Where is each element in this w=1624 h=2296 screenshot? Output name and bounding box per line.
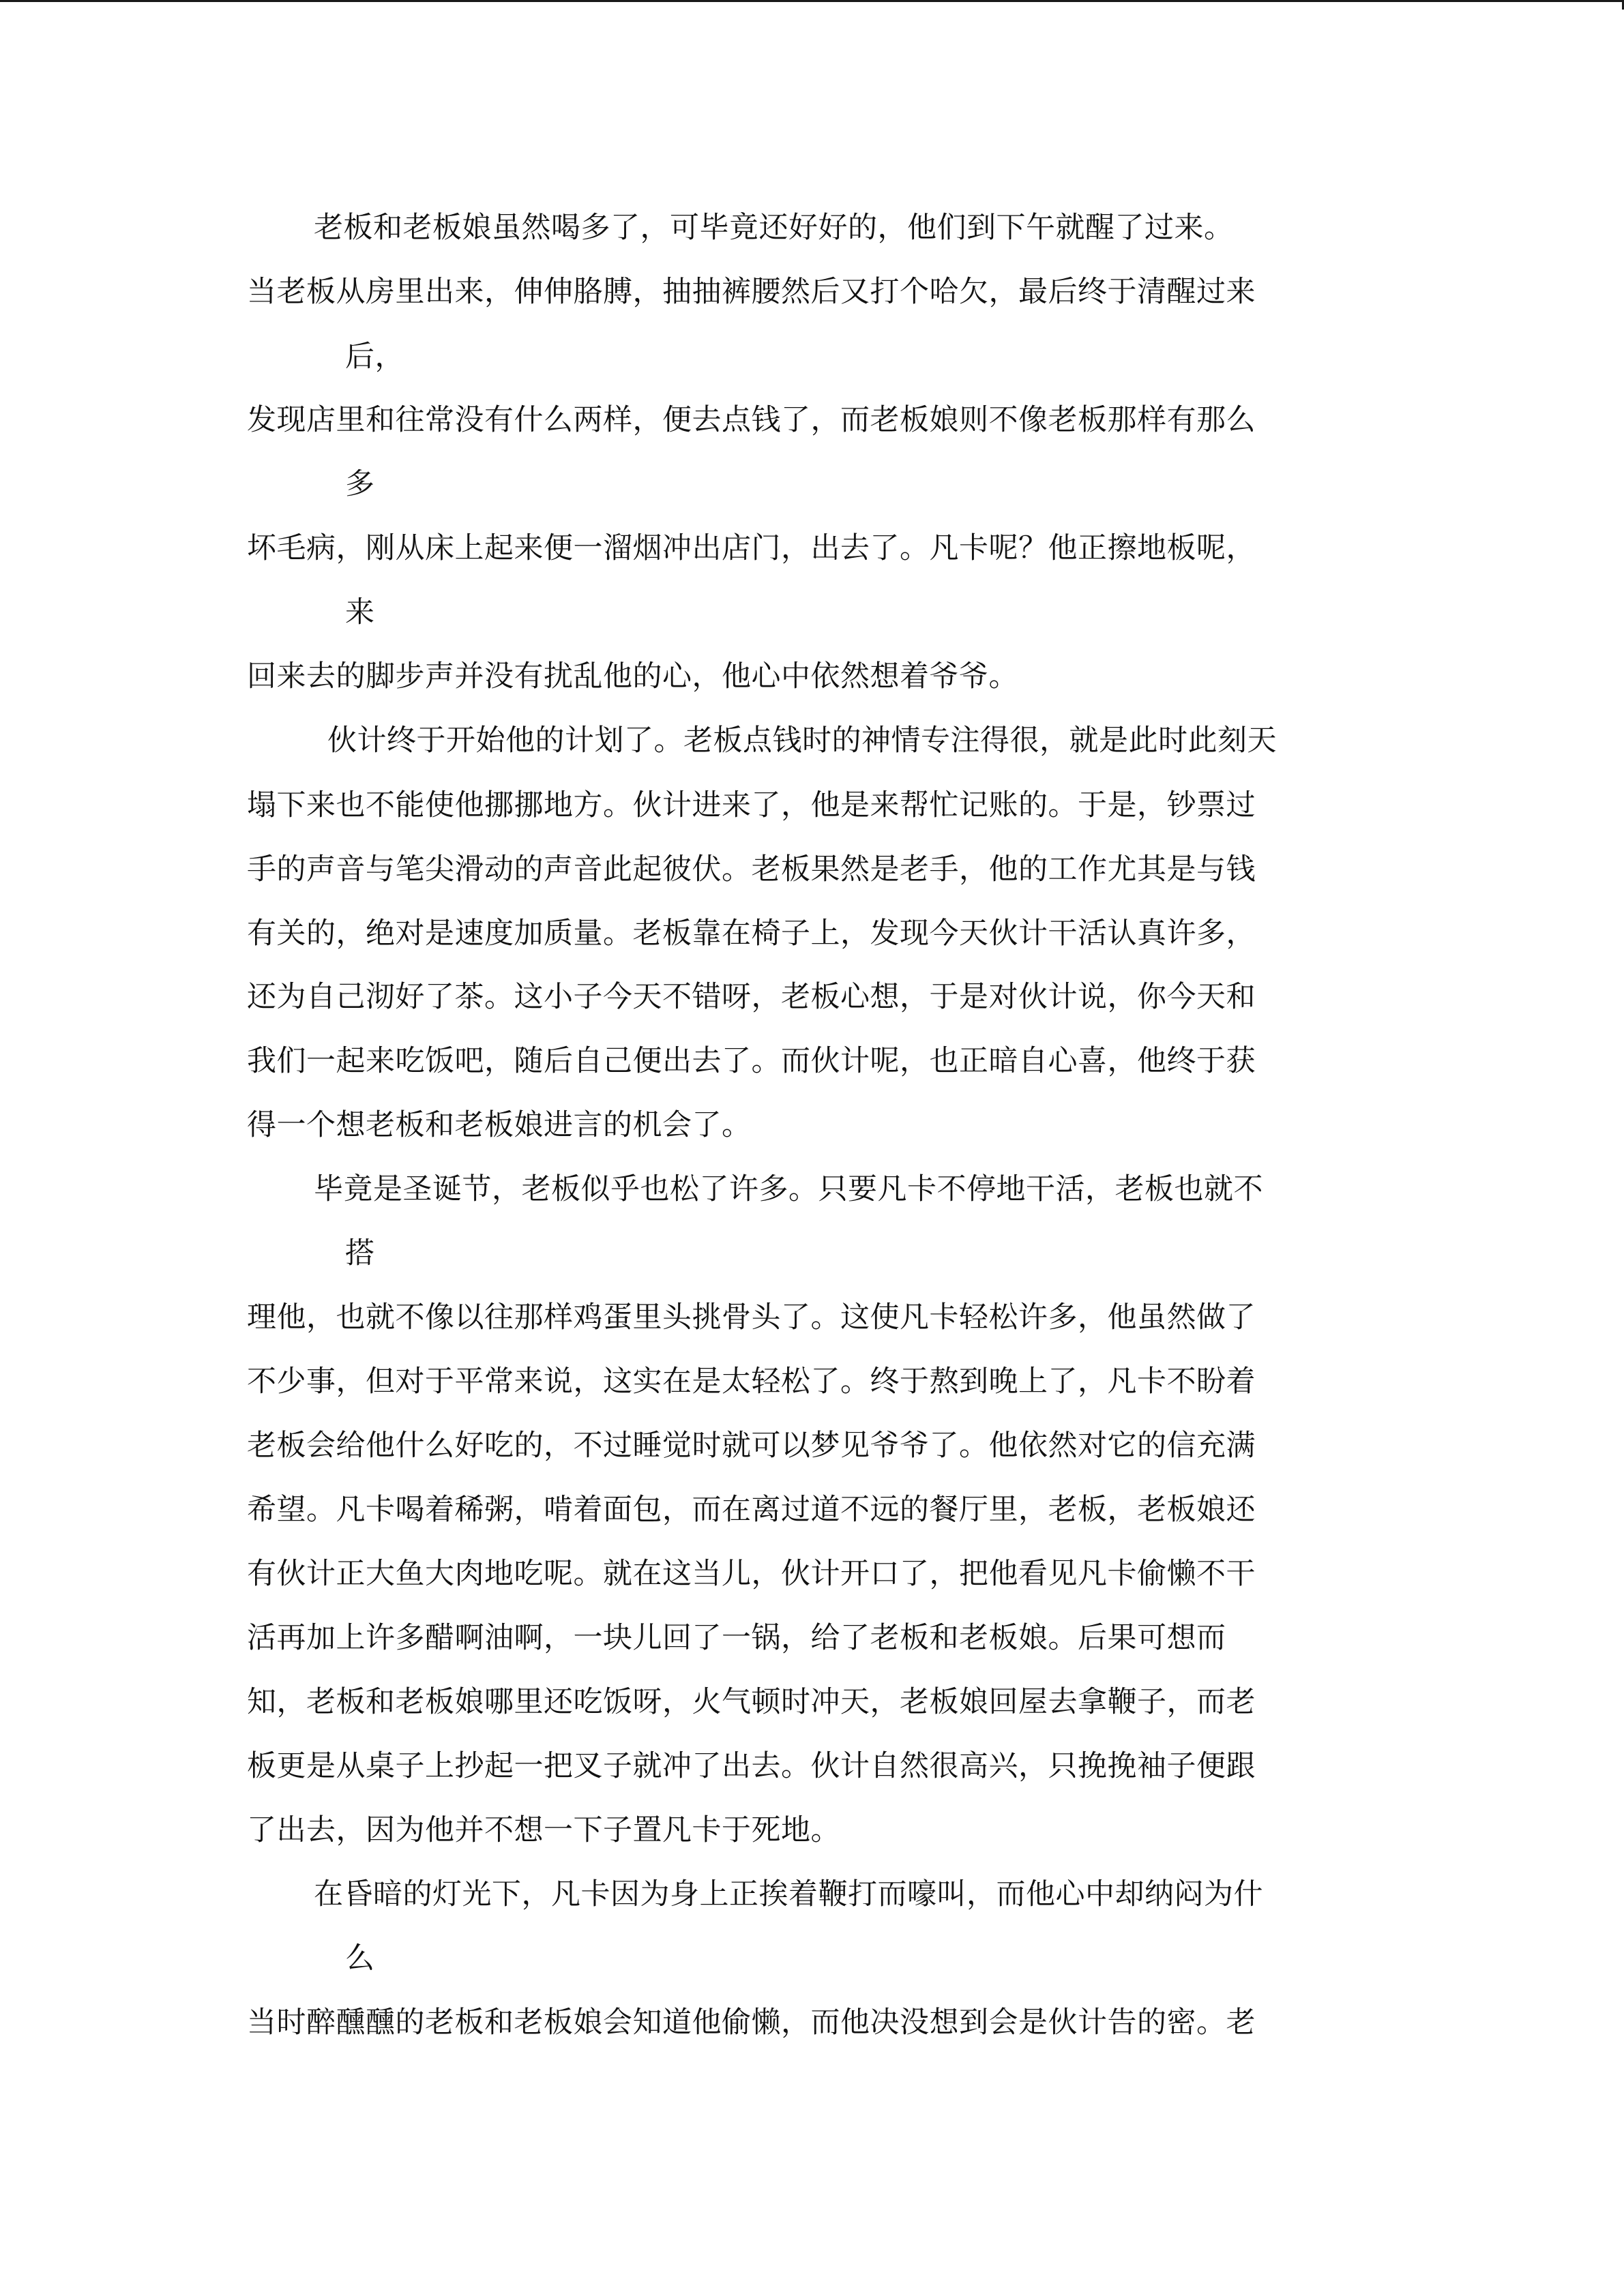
text-line: 在昏暗的灯光下，凡卡因为身上正挨着鞭打而嚎叫，而他心中却纳闷为什: [314, 1877, 1263, 1911]
text-line: 发现店里和往常没有什么两样，便去点钱了，而老板娘则不像老板那样有那么: [247, 403, 1256, 437]
text-line: 板更是从桌子上抄起一把叉子就冲了出去。伙计自然很高兴，只挽挽袖子便跟: [247, 1749, 1256, 1783]
text-line: 后，: [345, 340, 404, 374]
text-line: 回来去的脚步声并没有扰乱他的心，他心中依然想着爷爷。: [247, 659, 1018, 694]
text-line: 多: [345, 467, 375, 501]
text-line: 理他，也就不像以往那样鸡蛋里头挑骨头了。这使凡卡轻松许多，他虽然做了: [247, 1300, 1256, 1335]
text-line: 活再加上许多醋啊油啊，一块儿回了一锅，给了老板和老板娘。后果可想而: [247, 1621, 1226, 1655]
text-line: 么: [345, 1941, 375, 1976]
text-line: 得一个想老板和老板娘进言的机会了。: [247, 1108, 752, 1142]
text-line: 不少事，但对于平常来说，这实在是太轻松了。终于熬到晚上了，凡卡不盼着: [247, 1365, 1256, 1399]
text-line: 希望。凡卡喝着稀粥，啃着面包，而在离过道不远的餐厅里，老板，老板娘还: [247, 1493, 1256, 1527]
text-line: 我们一起来吃饭吧，随后自己便出去了。而伙计呢，也正暗自心喜，他终于获: [247, 1044, 1256, 1078]
text-line: 手的声音与笔尖滑动的声音此起彼伏。老板果然是老手，他的工作尤其是与钱: [247, 852, 1256, 886]
text-line: 知，老板和老板娘哪里还吃饭呀，火气顿时冲天，老板娘回屋去拿鞭子，而老: [247, 1685, 1256, 1719]
text-line: 伙计终于开始他的计划了。老板点钱时的神情专注得很，就是此时此刻天: [327, 724, 1277, 758]
text-line: 搭: [345, 1236, 375, 1270]
text-line: 老板会给他什么好吃的，不过睡觉时就可以梦见爷爷了。他依然对它的信充满: [247, 1429, 1256, 1463]
text-line: 毕竟是圣诞节，老板似乎也松了许多。只要凡卡不停地干活，老板也就不: [314, 1172, 1263, 1206]
text-line: 当老板从房里出来，伸伸胳膊，抽抽裤腰然后又打个哈欠，最后终于清醒过来: [247, 275, 1256, 309]
text-line: 还为自己沏好了茶。这小子今天不错呀，老板心想，于是对伙计说，你今天和: [247, 980, 1256, 1014]
text-line: 坏毛病，刚从床上起来便一溜烟冲出店门，出去了。凡卡呢？他正擦地板呢，: [247, 531, 1256, 565]
text-line: 老板和老板娘虽然喝多了，可毕竟还好好的，他们到下午就醒了过来。: [314, 211, 1234, 245]
text-line: 有关的，绝对是速度加质量。老板靠在椅子上，发现今天伙计干活认真许多，: [247, 916, 1256, 951]
text-line: 塌下来也不能使他挪挪地方。伙计进来了，他是来帮忙记账的。于是，钞票过: [247, 788, 1256, 822]
text-line: 了出去，因为他并不想一下子置凡卡于死地。: [247, 1813, 840, 1847]
text-line: 来: [345, 595, 375, 629]
text-line: 有伙计正大鱼大肉地吃呢。就在这当儿，伙计开口了，把他看见凡卡偷懒不干: [247, 1557, 1256, 1591]
text-line: 当时醉醺醺的老板和老板娘会知道他偷懒，而他决没想到会是伙计告的密。老: [247, 2006, 1256, 2040]
